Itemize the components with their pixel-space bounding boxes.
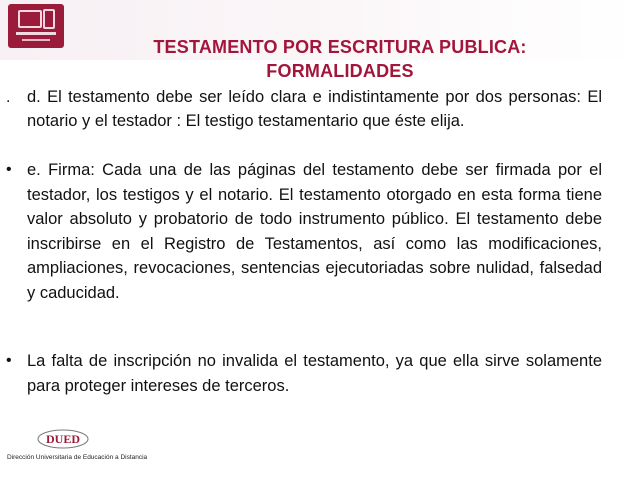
footer-caption: Dirección Universitaria de Educación a Distancia xyxy=(7,454,148,461)
list-item: e. Firma: Cada una de las páginas del testamento debe ser firmada por el testador, los testigos y el notario. El testamento otorgado en esta forma tiene valor absoluto y probatorio de todo instrumento público. El testamento debe inscribirse en el Registro de Testamentos, así como las modificaciones, ampliaciones, revocaciones, sentencias ejecutoriadas sobre nulidad, falsedad y caducidad. xyxy=(27,161,602,302)
bullet-marker: • xyxy=(6,161,12,178)
title-line-2: FORMALIDADES xyxy=(266,61,414,81)
computer-phone-icon xyxy=(8,4,64,48)
slide-title xyxy=(60,35,620,83)
title-line-1: TESTAMENTO POR ESCRITURA PUBLICA: xyxy=(153,37,527,57)
bullet-marker: • xyxy=(6,352,12,369)
monitor-shape xyxy=(18,10,42,28)
list-item: La falta de inscripción no invalida el testamento, ya que ella sirve solamente para proteger intereses de terceros. xyxy=(27,352,602,395)
bullet-marker: . xyxy=(6,89,11,106)
phone-shape xyxy=(43,9,55,29)
logo-bar xyxy=(16,32,56,35)
dued-logo xyxy=(36,428,90,450)
list-item: d. El testamento debe ser leído clara e indistintamente por dos personas: El notario y el testador : El testigo testamentario que éste elija. xyxy=(27,88,602,130)
logo-bar-small xyxy=(22,39,50,41)
dued-logo-text: DUED xyxy=(45,432,81,446)
